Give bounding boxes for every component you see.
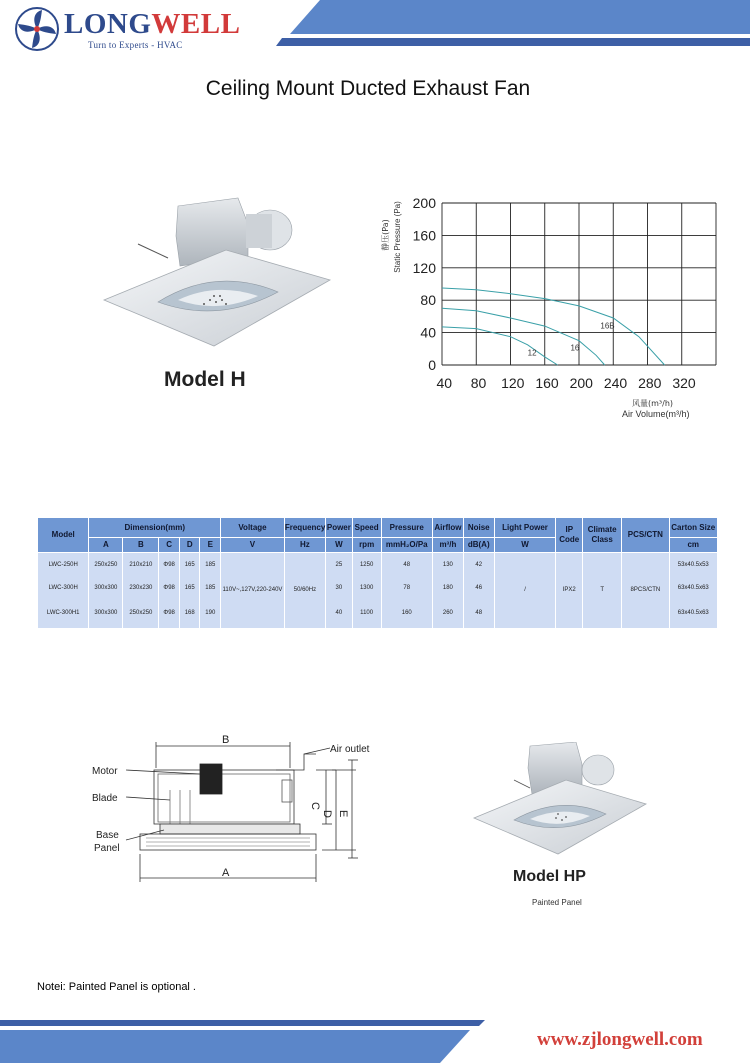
cell-power: 40 xyxy=(326,599,353,628)
cell-pressure: 48 xyxy=(381,553,432,577)
cell-b: 230x230 xyxy=(123,577,159,599)
x-tick-label: 240 xyxy=(603,375,628,391)
th-v: V xyxy=(221,538,285,553)
cell-a: 250x250 xyxy=(89,553,123,577)
th-climate-class: Climate Class xyxy=(583,518,622,553)
cell-model: LWC-300H1 xyxy=(38,599,89,628)
cell-carton: 63x40.5x63 xyxy=(669,577,717,599)
y-tick-label: 200 xyxy=(412,195,436,211)
table-row xyxy=(38,553,718,577)
th-cm: cm xyxy=(669,538,717,553)
cell-pressure: 78 xyxy=(381,577,432,599)
label-dim-c: C xyxy=(309,802,321,810)
y-tick-label: 40 xyxy=(420,324,436,341)
cell-climate-class: T xyxy=(583,553,622,628)
model-hp-label: Model HP xyxy=(513,868,586,885)
x-axis-label: Air Volume(m³/h) xyxy=(622,409,690,419)
cell-b: 210x210 xyxy=(123,553,159,577)
th-hz: Hz xyxy=(284,538,325,553)
painted-panel-caption: Painted Panel xyxy=(532,898,582,907)
cell-power: 25 xyxy=(326,553,353,577)
y-tick-label: 0 xyxy=(428,357,436,373)
model-h-label: Model H xyxy=(164,368,246,391)
header-stripe xyxy=(290,0,750,34)
model-hp-product-image xyxy=(470,742,650,864)
cell-a: 300x300 xyxy=(89,599,123,628)
th-dimension: Dimension(mm) xyxy=(89,518,221,538)
th-a: A xyxy=(89,538,123,553)
cell-carton: 53x40.5x53 xyxy=(669,553,717,577)
th-pcs-ctn: PCS/CTN xyxy=(622,518,669,553)
series-line-16B xyxy=(442,288,665,365)
cell-noise: 42 xyxy=(463,553,494,577)
th-power: Power xyxy=(326,518,353,538)
y-tick-label: 120 xyxy=(412,259,436,276)
cell-model: LWC-250H xyxy=(38,553,89,577)
th-airflow: Airflow xyxy=(432,518,463,538)
th-b: B xyxy=(123,538,159,553)
cell-c: Φ98 xyxy=(159,553,180,577)
th-voltage: Voltage xyxy=(221,518,285,538)
x-axis-label-cn: 风量(m³/h) xyxy=(632,399,674,408)
cell-d: 165 xyxy=(179,577,200,599)
cell-pressure: 160 xyxy=(381,599,432,628)
footer-url: www.zjlongwell.com xyxy=(537,1029,703,1050)
y-axis-label: Static Pressure (Pa) xyxy=(393,201,402,273)
cell-ip-code: IPX2 xyxy=(556,553,583,628)
cell-power: 30 xyxy=(326,577,353,599)
label-dim-a: A xyxy=(222,867,230,879)
x-tick-label: 320 xyxy=(672,375,696,391)
th-light-w: W xyxy=(494,538,556,553)
spec-table xyxy=(37,517,718,628)
footer-stripe-thin xyxy=(0,1020,485,1026)
cell-d: 165 xyxy=(179,553,200,577)
cell-light-power: / xyxy=(494,553,556,628)
cell-airflow: 180 xyxy=(432,577,463,599)
x-tick-label: 200 xyxy=(569,375,593,391)
th-dba: dB(A) xyxy=(463,538,494,553)
cell-speed: 1100 xyxy=(352,599,381,628)
series-label-12: 12 xyxy=(527,348,537,358)
th-noise: Noise xyxy=(463,518,494,538)
th-light-power: Light Power xyxy=(494,518,556,538)
cell-pcs-ctn: 8PCS/CTN xyxy=(622,553,669,628)
cell-model: LWC-300H xyxy=(38,577,89,599)
footer-stripe xyxy=(0,1030,470,1063)
cell-airflow: 130 xyxy=(432,553,463,577)
cell-voltage: 110V~,127V,220-240V xyxy=(221,553,285,628)
cell-frequency: 50/60Hz xyxy=(284,553,325,628)
brand-tagline: Turn to Experts - HVAC xyxy=(88,40,183,50)
th-mmh2o: mmH₂O/Pa xyxy=(381,538,432,553)
cell-noise: 48 xyxy=(463,599,494,628)
label-dim-b: B xyxy=(222,734,230,746)
y-tick-label: 160 xyxy=(412,227,436,244)
cell-airflow: 260 xyxy=(432,599,463,628)
y-axis-label-cn: 静压(Pa) xyxy=(381,219,390,251)
page-title: Ceiling Mount Ducted Exhaust Fan xyxy=(205,77,531,100)
brand-logo xyxy=(14,6,264,50)
cell-speed: 1250 xyxy=(352,553,381,577)
series-label-16: 16 xyxy=(570,343,580,353)
cell-e: 185 xyxy=(200,553,221,577)
label-blade: Blade xyxy=(92,793,118,804)
x-tick-label: 80 xyxy=(470,375,487,391)
fan-logo-icon xyxy=(14,6,60,52)
cell-speed: 1300 xyxy=(352,577,381,599)
th-c: C xyxy=(159,538,180,553)
th-ip-code: IP Code xyxy=(556,518,583,553)
label-dim-d: D xyxy=(321,810,333,818)
cell-b: 250x250 xyxy=(123,599,159,628)
x-tick-label: 120 xyxy=(501,375,525,391)
cell-d: 168 xyxy=(179,599,200,628)
x-tick-label: 160 xyxy=(535,375,559,391)
cell-c: Φ98 xyxy=(159,577,180,599)
th-rpm: rpm xyxy=(352,538,381,553)
label-base: Base xyxy=(96,830,119,841)
th-w: W xyxy=(326,538,353,553)
model-h-product-image xyxy=(98,196,334,362)
cell-carton: 63x40.5x63 xyxy=(669,599,717,628)
cell-c: Φ98 xyxy=(159,599,180,628)
th-model: Model xyxy=(38,518,89,553)
painted-panel-note: Notei: Painted Panel is optional . xyxy=(37,981,196,993)
th-d: D xyxy=(179,538,200,553)
cell-a: 300x300 xyxy=(89,577,123,599)
brand-name: LONGWELL xyxy=(64,8,241,40)
th-m3h: m³/h xyxy=(432,538,463,553)
series-label-16B: 16B xyxy=(600,321,615,331)
dimension-drawing xyxy=(86,730,386,890)
label-air-outlet: Air outlet xyxy=(330,744,370,755)
label-motor: Motor xyxy=(92,766,118,777)
th-pressure: Pressure xyxy=(381,518,432,538)
cell-noise: 46 xyxy=(463,577,494,599)
x-tick-label: 40 xyxy=(436,375,453,391)
series-line-16 xyxy=(442,308,605,365)
label-panel: Panel xyxy=(94,843,120,854)
th-frequency: Frequency xyxy=(284,518,325,538)
th-speed: Speed xyxy=(352,518,381,538)
x-tick-label: 280 xyxy=(638,375,662,391)
cell-e: 190 xyxy=(200,599,221,628)
th-e: E xyxy=(200,538,221,553)
th-carton-size: Carton Size xyxy=(669,518,717,538)
header-stripe-thin xyxy=(276,38,750,46)
y-tick-label: 80 xyxy=(420,292,436,309)
performance-chart xyxy=(370,190,740,430)
label-dim-e: E xyxy=(337,810,349,818)
cell-e: 185 xyxy=(200,577,221,599)
